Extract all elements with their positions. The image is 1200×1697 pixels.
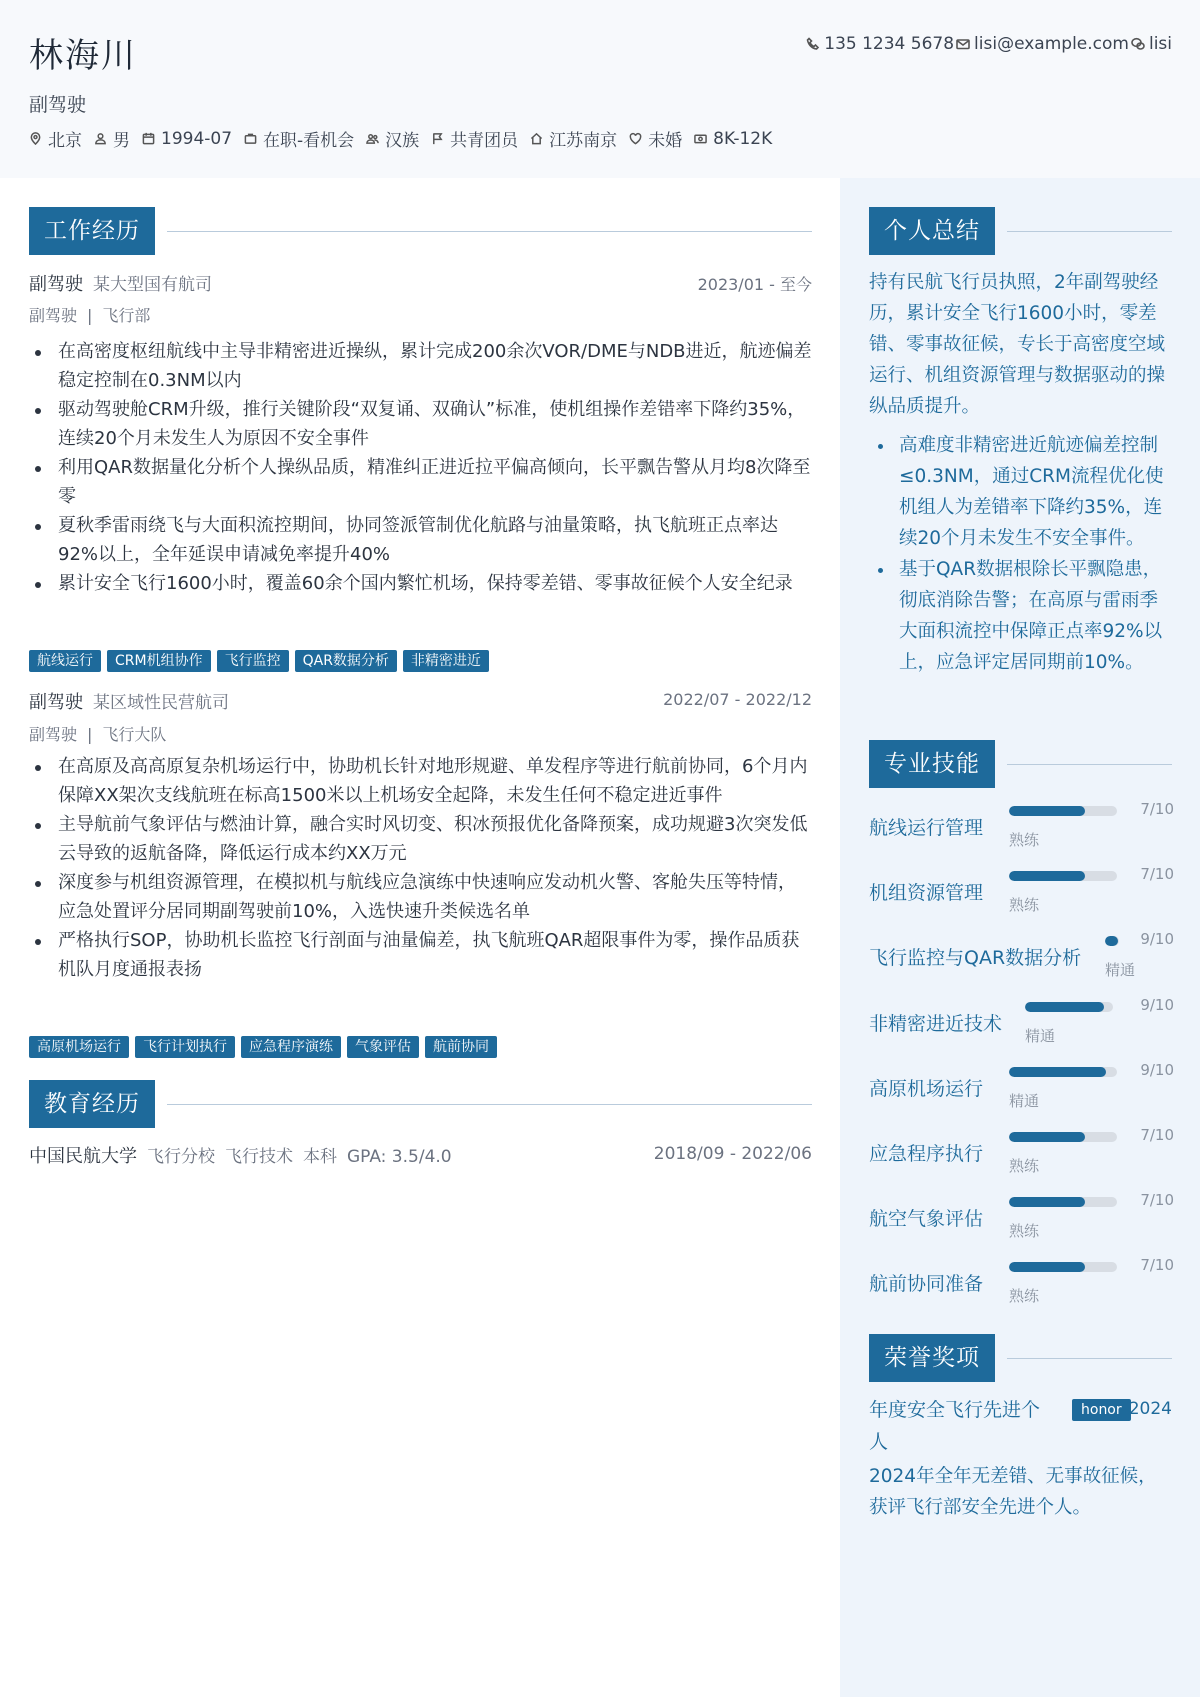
skill-level: 熟练 bbox=[1009, 1287, 1040, 1305]
phone-icon bbox=[806, 37, 820, 51]
section-title-honors: 荣誉奖项 bbox=[869, 1334, 995, 1382]
job2-date: 2022/07 - 2022/12 bbox=[663, 690, 812, 709]
skill-name: 应急程序执行 bbox=[869, 1143, 984, 1165]
meta-location: 北京 bbox=[29, 126, 82, 151]
list-item: 高难度非精密进近航迹偏差控制≤0.3NM，通过CRM流程优化使机组人为差错率下降约35%，连续20个月未发生不安全事件。 bbox=[869, 430, 1174, 554]
skill-score: 9/10 bbox=[1140, 1061, 1174, 1079]
job2-company: 某区域性民营航司 bbox=[93, 693, 229, 713]
job2-bullets bbox=[29, 752, 812, 984]
job1-company: 某大型国有航司 bbox=[93, 275, 212, 295]
skill-score: 7/10 bbox=[1140, 1256, 1174, 1274]
skill-bar bbox=[1009, 806, 1117, 816]
meta-birth: 1994-07 bbox=[142, 129, 232, 149]
meta-salary: 8K-12K bbox=[694, 129, 772, 149]
list-item: 深度参与机组资源管理，在模拟机与航线应急演练中快速响应发动机火警、客舱失压等特情，应急处置评分居同期副驾驶前10%，入选快速升类候选名单 bbox=[29, 868, 812, 926]
contact-wechat[interactable]: lisi bbox=[1131, 34, 1172, 54]
skill-bar bbox=[1009, 1197, 1117, 1207]
contact-phone[interactable]: 135 1234 5678 bbox=[806, 34, 954, 54]
skill-row bbox=[869, 862, 1174, 918]
skill-name: 非精密进近技术 bbox=[869, 1013, 1003, 1035]
job1-subtitle: 副驾驶 | 飞行部 bbox=[29, 306, 151, 325]
skill-row bbox=[869, 927, 1174, 983]
skill-name: 飞行监控与QAR数据分析 bbox=[869, 947, 1082, 969]
section-divider bbox=[167, 231, 812, 232]
list-item: 夏秋季雷雨绕飞与大面积流控期间，协同签派管制优化航路与油量策略，执飞航班正点率达92%以上，全年延误申请减免率提升40% bbox=[29, 511, 812, 569]
gpa: GPA: 3.5/4.0 bbox=[347, 1147, 452, 1167]
school-name: 中国民航大学 bbox=[29, 1146, 137, 1167]
contact-email[interactable]: lisi@example.com bbox=[956, 34, 1129, 54]
degree: 本科 bbox=[303, 1147, 337, 1167]
candidate-name: 林海川 bbox=[29, 36, 137, 76]
meta-marital: 未婚 bbox=[629, 126, 682, 151]
skill-bar bbox=[1009, 1262, 1117, 1272]
major-name: 飞行技术 bbox=[225, 1147, 293, 1167]
briefcase-icon bbox=[244, 132, 257, 145]
skill-score: 9/10 bbox=[1140, 996, 1174, 1014]
skill-bar-fill bbox=[1105, 936, 1118, 946]
job2-tags bbox=[29, 1036, 503, 1058]
skill-tag: 非精密进近 bbox=[403, 650, 489, 672]
skill-tag: 高原机场运行 bbox=[29, 1036, 129, 1058]
education-date: 2018/09 - 2022/06 bbox=[653, 1144, 812, 1164]
skill-row bbox=[869, 797, 1174, 853]
skill-name: 航前协同准备 bbox=[869, 1273, 984, 1295]
skill-score: 7/10 bbox=[1140, 800, 1174, 818]
job1-title: 副驾驶 某大型国有航司 bbox=[29, 274, 212, 295]
skill-level: 熟练 bbox=[1009, 896, 1040, 914]
section-divider bbox=[1007, 231, 1172, 232]
section-divider bbox=[1007, 1358, 1172, 1359]
wechat-icon bbox=[1131, 37, 1145, 51]
list-item: 驱动驾驶舱CRM升级，推行关键阶段“双复诵、双确认”标准，使机组操作差错率下降约35%，连续20个月未发生人为原因不安全事件 bbox=[29, 395, 812, 453]
skill-bar-fill bbox=[1025, 1002, 1104, 1012]
list-item: 主导航前气象评估与燃油计算，融合实时风切变、积冰预报优化备降预案，成功规避3次突发低云导致的返航备降，降低运行成本约XX万元 bbox=[29, 810, 812, 868]
skill-level: 精通 bbox=[1009, 1092, 1040, 1110]
skill-bar-fill bbox=[1009, 1067, 1106, 1077]
job2-title: 副驾驶 某区域性民营航司 bbox=[29, 692, 229, 713]
list-item: 在高密度枢纽航线中主导非精密进近操纵，累计完成200余次VOR/DME与NDB进近，航迹偏差稳定控制在0.3NM以内 bbox=[29, 337, 812, 395]
list-item: 严格执行SOP，协助机长监控飞行剖面与油量偏差，执飞航班QAR超限事件为零，操作品质获机队月度通报表扬 bbox=[29, 926, 812, 984]
college-name: 飞行分校 bbox=[147, 1147, 215, 1167]
section-title-skills: 专业技能 bbox=[869, 740, 995, 788]
money-icon bbox=[694, 132, 707, 145]
honor-badge: honor bbox=[1072, 1399, 1131, 1421]
person-icon bbox=[94, 132, 107, 145]
job1-tags bbox=[29, 650, 495, 672]
skill-bar-fill bbox=[1009, 806, 1085, 816]
list-item: 在高原及高高原复杂机场运行中，协助机长针对地形规避、单发程序等进行航前协同，6个月内保障XX架次支线航班在标高1500米以上机场安全起降，未发生任何不稳定进近事件 bbox=[29, 752, 812, 810]
heart-icon bbox=[629, 132, 642, 145]
skill-level: 熟练 bbox=[1009, 1157, 1040, 1175]
skill-row bbox=[869, 1123, 1174, 1179]
list-item: 累计安全飞行1600小时，覆盖60余个国内繁忙机场，保持零差错、零事故征候个人安全纪录 bbox=[29, 569, 812, 598]
section-summary bbox=[869, 207, 1172, 255]
skill-tag: 气象评估 bbox=[347, 1036, 419, 1058]
skill-level: 精通 bbox=[1105, 961, 1136, 979]
flag-icon bbox=[431, 132, 444, 145]
section-divider bbox=[1007, 764, 1172, 765]
skill-score: 9/10 bbox=[1140, 930, 1174, 948]
skill-bar bbox=[1105, 936, 1119, 946]
education-entry bbox=[29, 1142, 452, 1168]
skill-name: 机组资源管理 bbox=[869, 882, 984, 904]
location-icon bbox=[29, 132, 42, 145]
section-divider bbox=[167, 1104, 812, 1105]
job1-bullets bbox=[29, 337, 812, 598]
candidate-role: 副驾驶 bbox=[29, 94, 87, 116]
job2-subtitle: 副驾驶 | 飞行大队 bbox=[29, 725, 167, 744]
skill-bar-fill bbox=[1009, 1197, 1085, 1207]
skill-tag: 航线运行 bbox=[29, 650, 101, 672]
skill-tag: 应急程序演练 bbox=[241, 1036, 341, 1058]
section-education bbox=[29, 1080, 812, 1128]
meta-ethnicity: 汉族 bbox=[366, 126, 419, 151]
section-work bbox=[29, 207, 812, 255]
people-icon bbox=[366, 132, 379, 145]
skill-bar bbox=[1009, 1132, 1117, 1142]
skill-tag: 飞行监控 bbox=[217, 650, 289, 672]
honor-name: 年度安全飞行先进个人 bbox=[869, 1399, 1041, 1453]
skill-bar-fill bbox=[1009, 1132, 1085, 1142]
skill-tag: 飞行计划执行 bbox=[135, 1036, 235, 1058]
list-item: 利用QAR数据量化分析个人操纵品质，精准纠正进近拉平偏高倾向，长平飘告警从月均8次降至零 bbox=[29, 453, 812, 511]
skill-bar bbox=[1009, 1067, 1117, 1077]
resume-header bbox=[0, 0, 1200, 178]
skill-name: 航线运行管理 bbox=[869, 817, 984, 839]
skill-tag: QAR数据分析 bbox=[295, 650, 397, 672]
honor-year: 2024 bbox=[1128, 1399, 1172, 1419]
skill-score: 7/10 bbox=[1140, 1191, 1174, 1209]
meta-political: 共青团员 bbox=[431, 126, 518, 151]
skill-name: 高原机场运行 bbox=[869, 1078, 984, 1100]
skill-tag: CRM机组协作 bbox=[107, 650, 211, 672]
calendar-icon bbox=[142, 132, 155, 145]
skill-name: 航空气象评估 bbox=[869, 1208, 984, 1230]
skill-row bbox=[869, 1058, 1174, 1114]
skill-level: 熟练 bbox=[1009, 1222, 1040, 1240]
meta-gender: 男 bbox=[94, 126, 130, 151]
skill-row bbox=[869, 1188, 1174, 1244]
skill-bar bbox=[1025, 1002, 1113, 1012]
section-title-work: 工作经历 bbox=[29, 207, 155, 255]
summary-bullets bbox=[869, 430, 1174, 678]
skill-score: 7/10 bbox=[1140, 865, 1174, 883]
meta-status: 在职-看机会 bbox=[244, 126, 354, 151]
list-item: 基于QAR数据根除长平飘隐患，彻底消除告警；在高原与雷雨季大面积流控中保障正点率92%以上，应急评定居同期前10%。 bbox=[869, 554, 1174, 678]
skill-bar-fill bbox=[1009, 871, 1085, 881]
skill-bar-fill bbox=[1009, 1262, 1085, 1272]
skill-row bbox=[869, 993, 1174, 1049]
job1-date: 2023/01 - 至今 bbox=[697, 275, 812, 294]
personal-info-row bbox=[29, 126, 784, 151]
skill-bar bbox=[1009, 871, 1117, 881]
section-title-education: 教育经历 bbox=[29, 1080, 155, 1128]
summary-text: 持有民航飞行员执照，2年副驾驶经历，累计安全飞行1600小时，零差错、零事故征候，专长于高密度空域运行、机组资源管理与数据驱动的操纵品质提升。 bbox=[869, 272, 1166, 417]
skill-score: 7/10 bbox=[1140, 1126, 1174, 1144]
section-title-summary: 个人总结 bbox=[869, 207, 995, 255]
skill-level: 精通 bbox=[1025, 1027, 1056, 1045]
skill-level: 熟练 bbox=[1009, 831, 1040, 849]
skill-row bbox=[869, 1253, 1174, 1309]
mail-icon bbox=[956, 37, 970, 51]
section-skills bbox=[869, 740, 1172, 788]
section-honors bbox=[869, 1334, 1172, 1382]
home-icon bbox=[530, 132, 543, 145]
meta-hometown: 江苏南京 bbox=[530, 126, 617, 151]
contact-row bbox=[804, 34, 1172, 54]
honor-description: 2024年全年无差错、无事故征候，获评飞行部安全先进个人。 bbox=[869, 1466, 1157, 1518]
skill-tag: 航前协同 bbox=[425, 1036, 497, 1058]
